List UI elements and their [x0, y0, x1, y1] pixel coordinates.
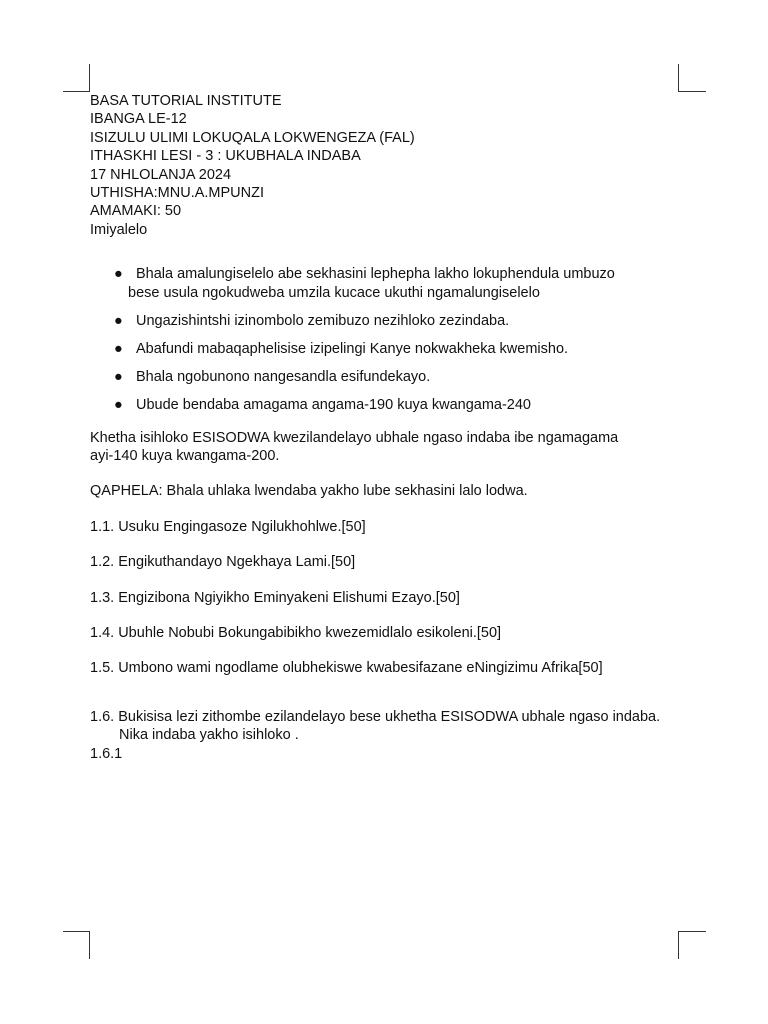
- document-header: [90, 92, 710, 239]
- bullet-icon: ●: [114, 312, 123, 329]
- instruction-text: Ubude bendaba amagama angama-190 kuya kwangama-240: [136, 396, 531, 413]
- list-item: [90, 396, 710, 414]
- marks-label: AMAMAKI: 50: [90, 203, 182, 220]
- subject-label: ISIZULU ULIMI LOKUQALA LOKWENGEZA (FAL): [90, 129, 415, 146]
- bullet-icon: ●: [114, 266, 123, 283]
- question-1-2: 1.2. Engikuthandayo Ngekhaya Lami.[50]: [90, 554, 356, 571]
- crop-mark-top-left-horizontal: [63, 91, 90, 92]
- question-1-6-line1: 1.6. Bukisisa lezi zithombe ezilandelayo bese ukhetha ESISODWA ubhale ngaso indaba.: [90, 708, 661, 725]
- choose-topic-line1: Khetha isihloko ESISODWA kwezilandelayo ubhale ngaso indaba ibe ngamagama: [90, 429, 619, 446]
- crop-mark-top-right-vertical: [678, 64, 679, 92]
- bullet-icon: ●: [114, 340, 123, 357]
- list-item: [90, 265, 710, 302]
- bullet-icon: ●: [114, 396, 123, 413]
- document-body: [90, 92, 710, 763]
- list-item: [90, 340, 710, 358]
- question-1-6-1: 1.6.1: [90, 745, 123, 762]
- instruction-text: Abafundi mabaqaphelisise izipelingi Kanye nokwakheka kwemisho.: [136, 340, 569, 357]
- grade-label: IBANGA LE-12: [90, 111, 187, 128]
- crop-mark-bottom-left-horizontal: [63, 931, 90, 932]
- teacher-label: UTHISHA:MNU.A.MPUNZI: [90, 185, 264, 202]
- crop-mark-top-left-vertical: [89, 64, 90, 92]
- instruction-text-line1: Bhala amalungiselelo abe sekhasini lephepha lakho lokuphendula umbuzo: [136, 266, 615, 283]
- note-paragraph: QAPHELA: Bhala uhlaka lwendaba yakho lube sekhasini lalo lodwa.: [90, 483, 528, 500]
- crop-mark-bottom-right-vertical: [678, 931, 679, 959]
- choose-topic-line2: ayi-140 kuya kwangama-200.: [90, 447, 280, 464]
- crop-mark-bottom-right-horizontal: [678, 931, 706, 932]
- crop-mark-bottom-left-vertical: [89, 931, 90, 959]
- list-item: [90, 312, 710, 330]
- question-1-3: 1.3. Engizibona Ngiyikho Eminyakeni Elishumi Ezayo.[50]: [90, 589, 460, 606]
- instruction-text-line2: bese usula ngokudweba umzila kucace ukuthi ngamalungiselelo: [128, 284, 540, 301]
- question-1-1: 1.1. Usuku Engingasoze Ngilukhohlwe.[50]: [90, 518, 366, 535]
- list-item: [90, 368, 710, 386]
- task-label: ITHASKHI LESI - 3 : UKUBHALA INDABA: [90, 148, 361, 165]
- question-1-5: 1.5. Umbono wami ngodlame olubhekiswe kwabesifazane eNingizimu Afrika[50]: [90, 660, 603, 677]
- question-1-4: 1.4. Ubuhle Nobubi Bokungabibikho kwezemidlalo esikoleni.[50]: [90, 625, 502, 641]
- choose-topic-paragraph: [90, 429, 710, 466]
- date-label: 17 NHLOLANJA 2024: [90, 166, 232, 183]
- instructions-list: [90, 265, 710, 414]
- question-1-6: [90, 708, 710, 745]
- instruction-text: Bhala ngobunono nangesandla esifundekayo.: [136, 368, 431, 385]
- instructions-heading: Imiyalelo: [90, 221, 148, 238]
- instruction-text: Ungazishintshi izinombolo zemibuzo nezihloko zezindaba.: [136, 312, 510, 329]
- question-1-6-line2: Nika indaba yakho isihloko .: [119, 727, 299, 744]
- bullet-icon: ●: [114, 368, 123, 385]
- institute-name: BASA TUTORIAL INSTITUTE: [90, 93, 282, 109]
